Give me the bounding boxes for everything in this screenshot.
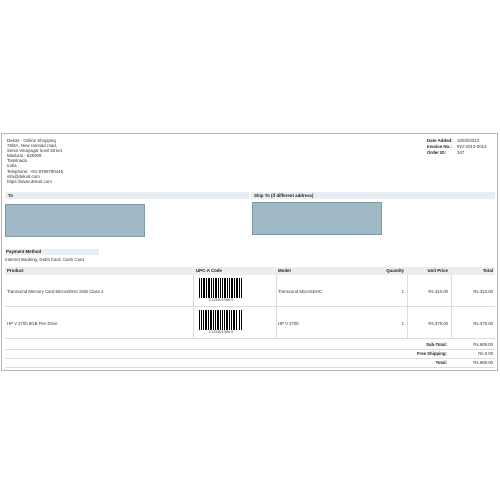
subtotal-label: Sub-Total: <box>426 342 447 347</box>
col-total: Total <box>482 268 493 273</box>
barcode-digits: 0 12345 67890 5 <box>198 330 244 334</box>
store-line: 78/8A, New ramnad road, <box>7 143 58 149</box>
meta-date-label: Date Added: <box>427 138 453 143</box>
col-quantity: Quantity <box>386 268 404 273</box>
col-model: Model <box>278 268 291 273</box>
total-amount: Rs.689.00 <box>473 360 493 365</box>
store-line: Tamilnadu <box>7 158 28 164</box>
totals-section <box>5 341 495 368</box>
shipping-row <box>5 350 495 359</box>
store-line: Dekoit - Online Shopping <box>7 138 56 143</box>
row-product: HP V 270b 8GB Pen Drive <box>7 321 58 326</box>
row-quantity: 1 <box>401 289 404 294</box>
ship-to-heading: Ship To (if different address) <box>251 192 495 199</box>
store-line: Madurai - 625009 <box>7 153 42 159</box>
barcode-image <box>198 309 244 335</box>
to-address-redacted <box>5 204 145 237</box>
shipping-amount: Rs.0.00 <box>478 351 493 356</box>
row-product: Transcend Memory Card MicroSDHC 8GB Class 4 <box>7 289 104 294</box>
total-row <box>5 359 495 368</box>
meta-order-label: Order ID: <box>427 149 447 155</box>
row-quantity: 1 <box>401 321 404 326</box>
subtotal-row <box>5 341 495 350</box>
total-label: Total: <box>435 360 447 365</box>
payment-method-value: Internet Banking, Debit Card, Cash Card <box>5 257 84 262</box>
barcode-image <box>198 277 244 303</box>
meta-date-value: 10/03/2013 <box>457 138 479 143</box>
meta-invoice-label: Invoice No.: <box>427 143 452 149</box>
store-website[interactable]: https://www.dekoit.com <box>7 178 52 184</box>
payment-method-heading: Payment Method <box>5 249 99 255</box>
table-row <box>5 307 495 339</box>
barcode-digits: 0 12345 67890 5 <box>198 298 244 302</box>
row-model: Transcend MicroSDHC <box>278 289 323 294</box>
row-unit-price: Rs.310.00 <box>428 289 448 294</box>
col-upc: UPC-A Code <box>196 268 222 273</box>
store-address <box>7 138 63 184</box>
products-table <box>5 267 495 339</box>
products-table-header <box>5 267 495 275</box>
subtotal-amount: Rs.689.00 <box>473 342 493 347</box>
meta-invoice-value: INV-2013-0014 <box>457 143 487 149</box>
meta-order-row <box>427 150 487 156</box>
store-email[interactable]: info@dekoit.com <box>7 173 40 179</box>
row-unit-price: Rs.379.00 <box>428 321 448 326</box>
table-row <box>5 275 495 307</box>
ship-address-redacted <box>252 202 382 235</box>
store-line: India <box>7 163 17 169</box>
shipping-label: Free Shipping: <box>416 351 447 356</box>
col-product: Product <box>7 268 24 273</box>
store-line: Telephone: +91-9789780445 <box>7 168 64 174</box>
col-unit-price: Unit Price <box>427 268 448 273</box>
store-line: Selva Vinayagar kovil Street, <box>7 148 64 154</box>
row-total: Rs.379.00 <box>473 321 493 326</box>
to-heading: To <box>5 192 249 199</box>
row-total: Rs.310.00 <box>473 289 493 294</box>
meta-order-value: 347 <box>457 149 465 155</box>
invoice-meta <box>427 138 487 155</box>
row-model: HP V 270b <box>278 321 299 326</box>
invoice-sheet <box>1 133 498 371</box>
